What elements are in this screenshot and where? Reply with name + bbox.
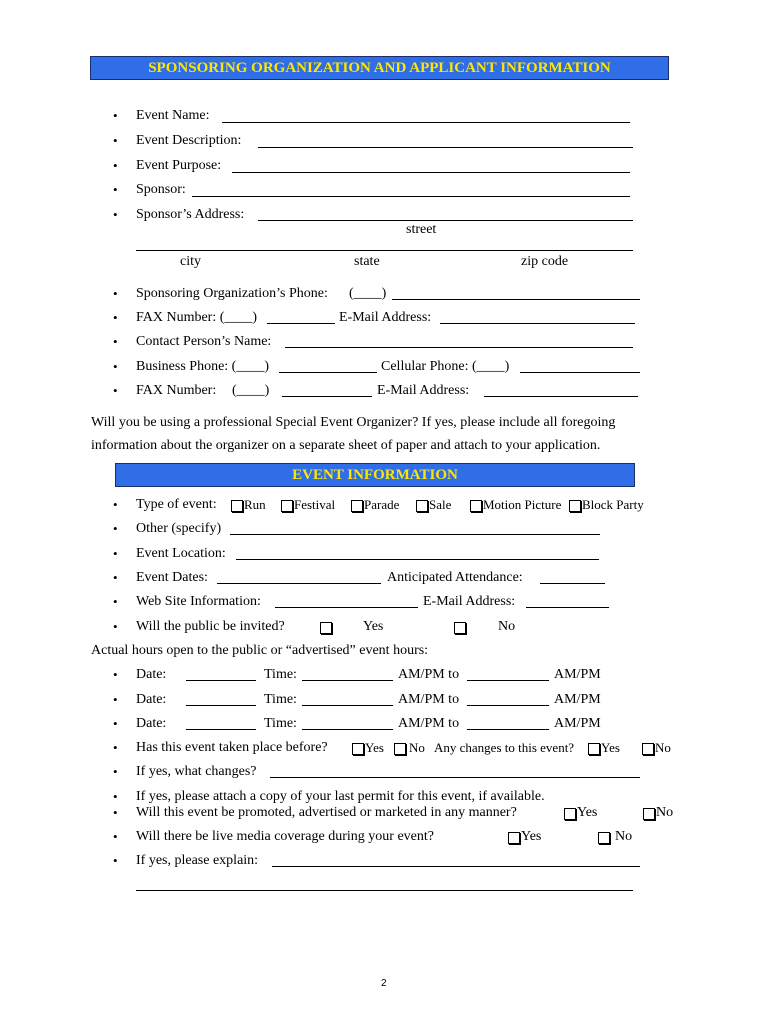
public-yes-label: Yes — [363, 619, 384, 634]
festival-checkbox[interactable] — [281, 500, 293, 512]
media-label: Will there be live media coverage during your event? — [136, 829, 434, 844]
time-label: Time: — [264, 716, 297, 731]
bullet: • — [113, 716, 118, 731]
explain-field[interactable] — [272, 866, 640, 867]
website-label: Web Site Information: — [136, 594, 261, 609]
ampm-to-label: AM/PM to — [398, 692, 460, 707]
taken-place-yes-label: Yes — [365, 740, 384, 755]
time1-start-field[interactable] — [302, 680, 393, 681]
time2-start-field[interactable] — [302, 705, 393, 706]
sale-option: Sale — [429, 497, 452, 512]
dates-label: Event Dates: — [136, 570, 208, 585]
org-phone-area[interactable]: (____) — [349, 286, 387, 301]
date-label: Date: — [136, 692, 167, 707]
media-no-checkbox[interactable] — [598, 832, 610, 844]
promoted-label: Will this event be promoted, advertised or marketed in any manner? — [136, 805, 517, 820]
attendance-label: Anticipated Attendance: — [387, 570, 523, 585]
business-phone-field[interactable] — [279, 372, 377, 373]
email1-label: E-Mail Address: — [339, 310, 432, 325]
fax1-field[interactable] — [267, 323, 335, 324]
sponsor-address-label: Sponsor’s Address: — [136, 207, 245, 222]
time1-end-field[interactable] — [467, 680, 549, 681]
ampm-to-label: AM/PM to — [398, 716, 460, 731]
explain-label: If yes, please explain: — [136, 853, 259, 868]
sponsor-address-city-field[interactable] — [136, 250, 633, 251]
time-label: Time: — [264, 692, 297, 707]
bullet: • — [113, 619, 118, 634]
bullet: • — [113, 207, 118, 222]
fax2-label: FAX Number: — [136, 383, 217, 398]
page-number: 2 — [381, 978, 387, 989]
promoted-yes-label: Yes — [577, 805, 598, 820]
bullet: • — [113, 789, 118, 804]
attendance-field[interactable] — [540, 583, 605, 584]
hours-heading: Actual hours open to the public or “advertised” event hours: — [91, 643, 429, 658]
time-label: Time: — [264, 667, 297, 682]
date-label: Date: — [136, 716, 167, 731]
ampm-label: AM/PM — [554, 716, 601, 731]
public-no-checkbox[interactable] — [454, 622, 466, 634]
org-phone-label: Sponsoring Organization’s Phone: — [136, 286, 328, 301]
ampm-label: AM/PM — [554, 692, 601, 707]
email1-field[interactable] — [440, 323, 635, 324]
contact-field[interactable] — [285, 347, 633, 348]
email2-field[interactable] — [484, 396, 638, 397]
public-invited-label: Will the public be invited? — [136, 619, 285, 634]
bullet: • — [113, 497, 118, 512]
city-caption: city — [180, 254, 201, 269]
type-of-event-label: Type of event: — [136, 497, 217, 512]
bullet: • — [113, 570, 118, 585]
section-banner-event — [115, 463, 635, 487]
event-description-label: Event Description: — [136, 133, 242, 148]
bullet: • — [113, 521, 118, 536]
bullet: • — [113, 594, 118, 609]
bullet: • — [113, 829, 118, 844]
promoted-yes-checkbox[interactable] — [564, 808, 576, 820]
attach-permit-text: If yes, please attach a copy of your last permit for this event, if available. — [136, 789, 545, 804]
cell-phone-label: Cellular Phone: (____) — [381, 359, 510, 374]
cell-phone-field[interactable] — [520, 372, 640, 373]
public-no-label: No — [498, 619, 516, 634]
block-party-option: Block Party — [582, 497, 644, 512]
taken-place-label: Has this event taken place before? — [136, 740, 328, 755]
sponsor-label: Sponsor: — [136, 182, 186, 197]
promoted-no-label: No — [656, 805, 674, 820]
bullet: • — [113, 546, 118, 561]
contact-label: Contact Person’s Name: — [136, 334, 272, 349]
public-yes-checkbox[interactable] — [320, 622, 332, 634]
bullet: • — [113, 108, 118, 123]
taken-place-no-label: No — [409, 740, 425, 755]
state-caption: state — [354, 254, 380, 269]
bullet: • — [113, 383, 118, 398]
bullet: • — [113, 133, 118, 148]
bullet: • — [113, 764, 118, 779]
website-field[interactable] — [275, 607, 418, 608]
run-checkbox[interactable] — [231, 500, 243, 512]
event-email-field[interactable] — [526, 607, 609, 608]
date2-field[interactable] — [186, 705, 256, 706]
email2-label: E-Mail Address: — [377, 383, 470, 398]
organizer-question-line2: information about the organizer on a separate sheet of paper and attach to your application. — [91, 438, 601, 453]
bullet: • — [113, 286, 118, 301]
event-name-label: Event Name: — [136, 108, 210, 123]
parade-option: Parade — [364, 497, 400, 512]
block-party-checkbox[interactable] — [569, 500, 581, 512]
any-changes-label: Any changes to this event? — [434, 740, 575, 755]
event-purpose-label: Event Purpose: — [136, 158, 222, 173]
other-label: Other (specify) — [136, 521, 222, 536]
parade-checkbox[interactable] — [351, 500, 363, 512]
sale-checkbox[interactable] — [416, 500, 428, 512]
section-title: SPONSORING ORGANIZATION AND APPLICANT INFORMATION — [148, 60, 611, 76]
bullet: • — [113, 359, 118, 374]
time3-end-field[interactable] — [467, 729, 549, 730]
business-phone-label: Business Phone: (____) — [136, 359, 269, 374]
date1-field[interactable] — [186, 680, 256, 681]
changes-no-checkbox[interactable] — [642, 743, 654, 755]
what-changes-label: If yes, what changes? — [136, 764, 257, 779]
ampm-label: AM/PM — [554, 667, 601, 682]
section-banner-applicant — [90, 56, 669, 80]
media-yes-label: Yes — [521, 829, 542, 844]
taken-place-yes-checkbox[interactable] — [352, 743, 364, 755]
media-yes-checkbox[interactable] — [508, 832, 520, 844]
sponsor-address-street-field[interactable] — [258, 220, 633, 221]
bullet: • — [113, 182, 118, 197]
fax1-label: FAX Number: (____) — [136, 310, 258, 325]
bullet: • — [113, 805, 118, 820]
date-label: Date: — [136, 667, 167, 682]
section-title: EVENT INFORMATION — [292, 467, 458, 483]
event-description-field[interactable] — [258, 147, 633, 148]
date3-field[interactable] — [186, 729, 256, 730]
motion-picture-checkbox[interactable] — [470, 500, 482, 512]
taken-place-no-checkbox[interactable] — [394, 743, 406, 755]
organizer-question-line1: Will you be using a professional Special Event Organizer? If yes, please include all foregoing — [91, 415, 616, 430]
explain-field-line2[interactable] — [136, 890, 633, 891]
sponsor-field[interactable] — [192, 196, 630, 197]
location-label: Event Location: — [136, 546, 226, 561]
bullet: • — [113, 158, 118, 173]
org-phone-field[interactable] — [392, 299, 640, 300]
changes-yes-checkbox[interactable] — [588, 743, 600, 755]
location-field[interactable] — [236, 559, 599, 560]
bullet: • — [113, 334, 118, 349]
bullet: • — [113, 310, 118, 325]
dates-field[interactable] — [217, 583, 381, 584]
changes-no-label: No — [655, 740, 671, 755]
promoted-no-checkbox[interactable] — [643, 808, 655, 820]
event-name-field[interactable] — [222, 122, 630, 123]
street-caption: street — [406, 222, 437, 237]
bullet: • — [113, 667, 118, 682]
bullet: • — [113, 853, 118, 868]
time2-end-field[interactable] — [467, 705, 549, 706]
time3-start-field[interactable] — [302, 729, 393, 730]
zip-caption: zip code — [521, 254, 569, 269]
fax2-area[interactable]: (____) — [232, 383, 270, 398]
bullet: • — [113, 740, 118, 755]
other-field[interactable] — [230, 534, 600, 535]
event-email-label: E-Mail Address: — [423, 594, 516, 609]
changes-yes-label: Yes — [601, 740, 620, 755]
fax2-field[interactable] — [282, 396, 372, 397]
what-changes-field[interactable] — [270, 777, 640, 778]
media-no-label: No — [615, 829, 633, 844]
motion-picture-option: Motion Picture — [483, 497, 562, 512]
run-option: Run — [244, 497, 266, 512]
festival-option: Festival — [294, 497, 336, 512]
ampm-to-label: AM/PM to — [398, 667, 460, 682]
bullet: • — [113, 692, 118, 707]
event-purpose-field[interactable] — [232, 172, 630, 173]
